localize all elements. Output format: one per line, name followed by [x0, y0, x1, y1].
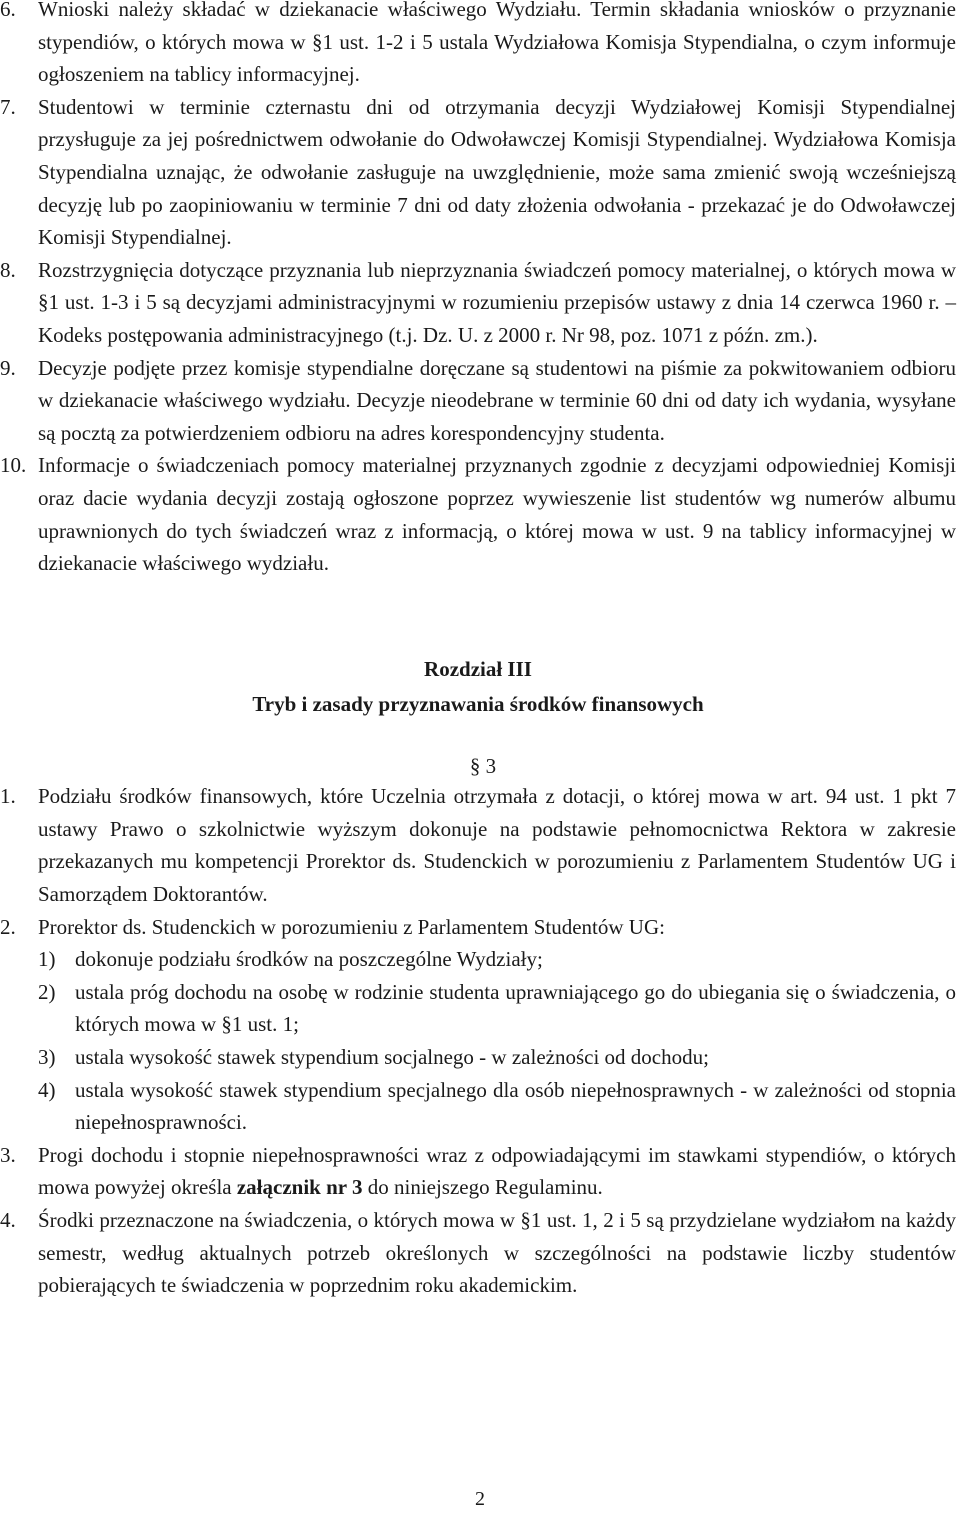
- subitem-number: 4): [38, 1077, 56, 1102]
- list-item-10: [0, 449, 956, 579]
- item-text: Prorektor ds. Studenckich w porozumieniu z Parlamentem Studentów UG:: [38, 914, 665, 939]
- subitem-3: [38, 1041, 956, 1074]
- item-number: 6.: [0, 0, 16, 21]
- subitem-number: 1): [38, 947, 56, 972]
- text-after: do niniejszego Regulaminu.: [362, 1175, 603, 1200]
- subitem-number: 3): [38, 1045, 56, 1070]
- subitem-number: 2): [38, 979, 56, 1004]
- section3-item-2: [0, 911, 956, 1139]
- item-number: 4.: [0, 1208, 16, 1232]
- subitem-4: [38, 1074, 956, 1139]
- page-number: 2: [475, 1488, 485, 1510]
- section3-item-1: [0, 780, 956, 910]
- item-text: Wnioski należy składać w dziekanacie właściwego Wydziału. Termin składania wniosków o przyznanie stypendiów, o których mowa w §1 ust. 1-2 i 5 ustala Wydziałowa Komisja Stypendialna, o czym informuje ogłoszeniem na tablicy informacyjnej.: [38, 0, 956, 87]
- list-item-7: [0, 91, 956, 254]
- item-text: Studentowi w terminie czternastu dni od otrzymania decyzji Wydziałowej Komisji Stypendialnej przysługuje za jej pośrednictwem odwołanie do Odwoławczej Komisji Stypendialnej. Wydziałowa Komisja Stypendialna uznając, że odwołanie zasługuje na uwzględnienie, może sama zmienić swoją wcześniejszą decyzję lub po zaopiniowaniu w terminie 7 dni od daty złożenia odwołania - przekazać je do Odwoławczej Komisji Stypendialnej.: [38, 94, 956, 250]
- item-text: Informacje o świadczeniach pomocy materialnej przyznanych zgodnie z decyzjami odpowiedniej Komisji oraz dacie wydania decyzji zostają ogłoszone poprzez wywieszenie list studentów wg numerów albumu uprawnionych do tych świadczeń wraz z informacją, o której mowa w ust. 9 na tablicy informacyjnej w dziekanacie właściwego wydziału.: [38, 453, 956, 576]
- text-before: Progi dochodu i stopnie niepełnosprawności wraz z odpowiadającymi im stawkami stypendiów, o których mowa powyżej określa: [38, 1142, 956, 1200]
- item-body: [38, 911, 956, 1139]
- subitem-1: [38, 943, 956, 976]
- section3-item-3: [0, 1139, 956, 1204]
- item-text: Rozstrzygnięcia dotyczące przyznania lub nieprzyznania świadczeń pomocy materialnej, o których mowa w §1 ust. 1-3 i 5 są decyzjami administracyjnymi w rozumieniu przepisów ustawy z dnia 14 czerwca 1960 r. – Kodeks postępowania administracyjnego (t.j. Dz. U. z 2000 r. Nr 98, poz. 1071 z późn. zm.).: [38, 257, 956, 347]
- item-number: 8.: [0, 257, 16, 282]
- item-number: 10.: [0, 453, 27, 478]
- subitem-text: dokonuje podziału środków na poszczególne Wydziały;: [75, 947, 543, 972]
- item-text: Podziału środków finansowych, które Uczelnia otrzymała z dotacji, o której mowa w art. 94 ust. 1 pkt 7 ustawy Prawo o szkolnictwie wyższym dokonuje na podstawie pełnomocnictwa Rektora w zakresie przekazanych mu kompetencji Prorektor ds. Studenckich w porozumieniu z Parlamentem Studentów UG i Samorządem Doktorantów.: [38, 784, 956, 907]
- item-text: [38, 1139, 956, 1204]
- chapter-subtitle: Tryb i zasady przyznawania środków finansowych: [252, 691, 704, 716]
- list-item-6: [0, 0, 956, 91]
- item-number: 9.: [0, 355, 16, 380]
- section3-item-4: [0, 1204, 956, 1302]
- list-item-8: [0, 254, 956, 352]
- item-text: Decyzje podjęte przez komisje stypendialne doręczane są studentowi na piśmie za pokwitowaniem odbioru w dziekanacie właściwego wydziału. Decyzje nieodebrane w terminie 60 dni od daty ich wydania, wysyłane są pocztą za potwierdzeniem odbioru na adres korespondencyjny studenta.: [38, 355, 956, 445]
- attachment-reference: załącznik nr 3: [236, 1175, 363, 1200]
- item-number: 7.: [0, 94, 16, 119]
- subitem-2: [38, 976, 956, 1041]
- paragraph-number: § 3: [469, 753, 497, 778]
- subitem-text: ustala wysokość stawek stypendium socjalnego - w zależności od dochodu;: [75, 1045, 709, 1070]
- subitem-text: ustala próg dochodu na osobę w rodzinie studenta uprawniającego go do ubiegania się o świadczenia, o których mowa w §1 ust. 1;: [75, 979, 956, 1037]
- subitem-text: ustala wysokość stawek stypendium specjalnego dla osób niepełnosprawnych - w zależności od stopnia niepełnosprawności.: [75, 1077, 956, 1135]
- item-number: 2.: [0, 914, 16, 939]
- item-number: 3.: [0, 1142, 16, 1167]
- item-text: Środki przeznaczone na świadczenia, o których mowa w §1 ust. 1, 2 i 5 są przydzielane wydziałom na każdy semestr, według aktualnych potrzeb określonych w szczególności na podstawie liczby studentów pobierających te świadczenia w poprzednim roku akademickim.: [38, 1208, 956, 1298]
- chapter-title: Rozdział III: [424, 656, 532, 681]
- item-number: 1.: [0, 784, 16, 809]
- list-item-9: [0, 352, 956, 450]
